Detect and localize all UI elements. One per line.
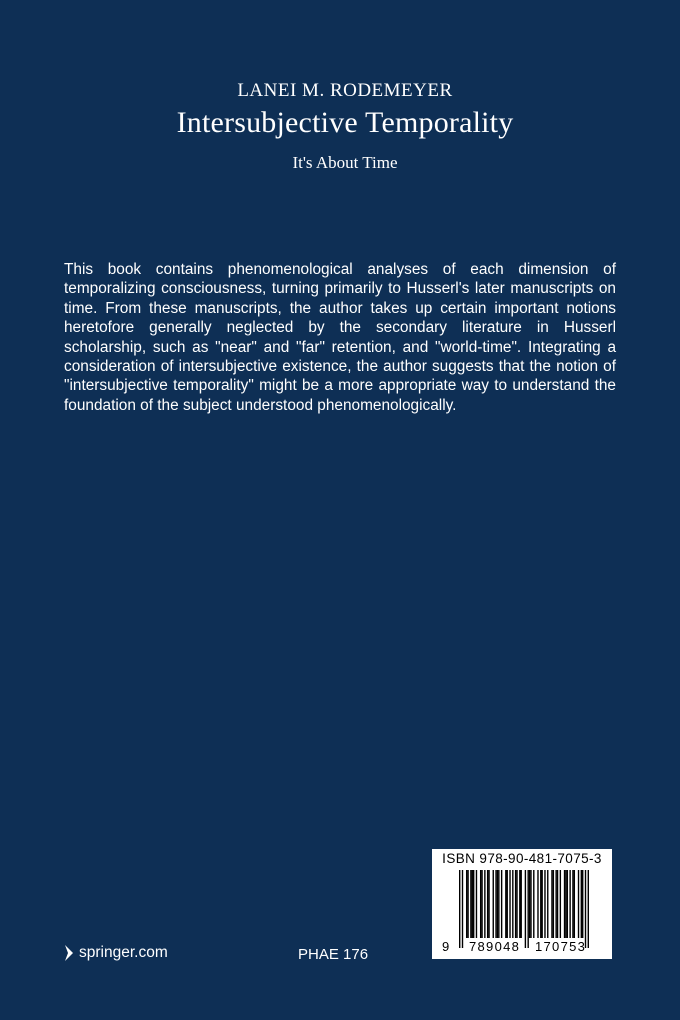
isbn-label: ISBN 978-90-481-7075-3 — [442, 851, 602, 866]
barcode-bar — [564, 870, 565, 938]
book-subtitle: It's About Time — [292, 153, 398, 172]
barcode-bar — [519, 870, 520, 938]
barcode-bar — [565, 870, 566, 938]
barcode-bar — [572, 870, 573, 938]
barcode-bar — [541, 870, 542, 938]
barcode-bar — [527, 870, 528, 948]
ean-first-digit: 9 — [442, 939, 451, 954]
publisher-url: springer.com — [79, 944, 168, 961]
chevron-right-icon — [64, 944, 74, 962]
barcode-bar — [521, 870, 522, 938]
barcode-bar — [505, 870, 506, 938]
barcode-bar — [484, 870, 485, 938]
barcode-bar — [507, 870, 508, 938]
barcode-bar — [512, 870, 513, 938]
barcode-bar — [516, 870, 517, 938]
barcode-bar — [501, 870, 502, 938]
barcode-bar — [567, 870, 568, 938]
barcode-bar — [488, 870, 489, 938]
barcode-bar — [530, 870, 531, 938]
author-name: LANEI M. RODEMEYER — [237, 80, 453, 101]
barcode-bars — [459, 870, 589, 948]
barcode-bar — [481, 870, 482, 938]
barcode-bar — [555, 870, 556, 938]
ean-left-digits: 789048 — [469, 939, 521, 954]
barcode-bar — [525, 870, 526, 948]
barcode-bar — [480, 870, 481, 938]
barcode-bar — [588, 870, 589, 948]
isbn-barcode — [432, 849, 612, 959]
barcode-bar — [498, 870, 499, 938]
publisher-link — [64, 944, 168, 962]
barcode-bar — [582, 870, 583, 938]
barcode-bar — [547, 870, 548, 938]
barcode-bar — [537, 870, 538, 938]
barcode-bar — [544, 870, 545, 938]
barcode-bar — [462, 870, 463, 948]
barcode-bar — [473, 870, 474, 938]
barcode-bar — [476, 870, 477, 938]
barcode-bar — [540, 870, 541, 938]
barcode-bar — [533, 870, 534, 938]
book-description: This book contains phenomenological analyses of each dimension of temporalizing consciousness, turning primarily to Husserl's later manuscripts on time. From these manuscripts, the author takes up certain important notions heretofore generally neglected by the secondary literature in Husserl scholarship, such as "near" and "far" retention, and "world-time". Integrating a consideration of intersubjective existence, the author suggests that the notion of "intersubjective temporality" might be a more appropriate way to understand the foundation of the subject understood phenomenologically. — [64, 261, 616, 414]
barcode-bar — [585, 870, 586, 948]
barcode-bar — [551, 870, 552, 938]
book-title: Intersubjective Temporality — [176, 106, 514, 139]
barcode-bar — [581, 870, 582, 938]
barcode-bar — [467, 870, 468, 938]
barcode-bar — [459, 870, 460, 948]
ean-right-digits: 170753 — [535, 939, 587, 954]
barcode-bar — [553, 870, 554, 938]
barcode-bar — [497, 870, 498, 938]
barcode-bar — [557, 870, 558, 938]
barcode-bar — [515, 870, 516, 938]
barcode-bar — [578, 870, 579, 938]
barcode-bar — [487, 870, 488, 938]
barcode-bar — [529, 870, 530, 938]
barcode-bar — [574, 870, 575, 938]
barcode-bar — [470, 870, 471, 938]
series-number: PHAE 176 — [298, 946, 369, 963]
barcode-bar — [495, 870, 496, 938]
barcode-bar — [493, 870, 494, 938]
barcode-bar — [560, 870, 561, 938]
barcode-bar — [569, 870, 570, 938]
barcode-bar — [466, 870, 467, 938]
barcode-bar — [509, 870, 510, 938]
barcode-bar — [472, 870, 473, 938]
